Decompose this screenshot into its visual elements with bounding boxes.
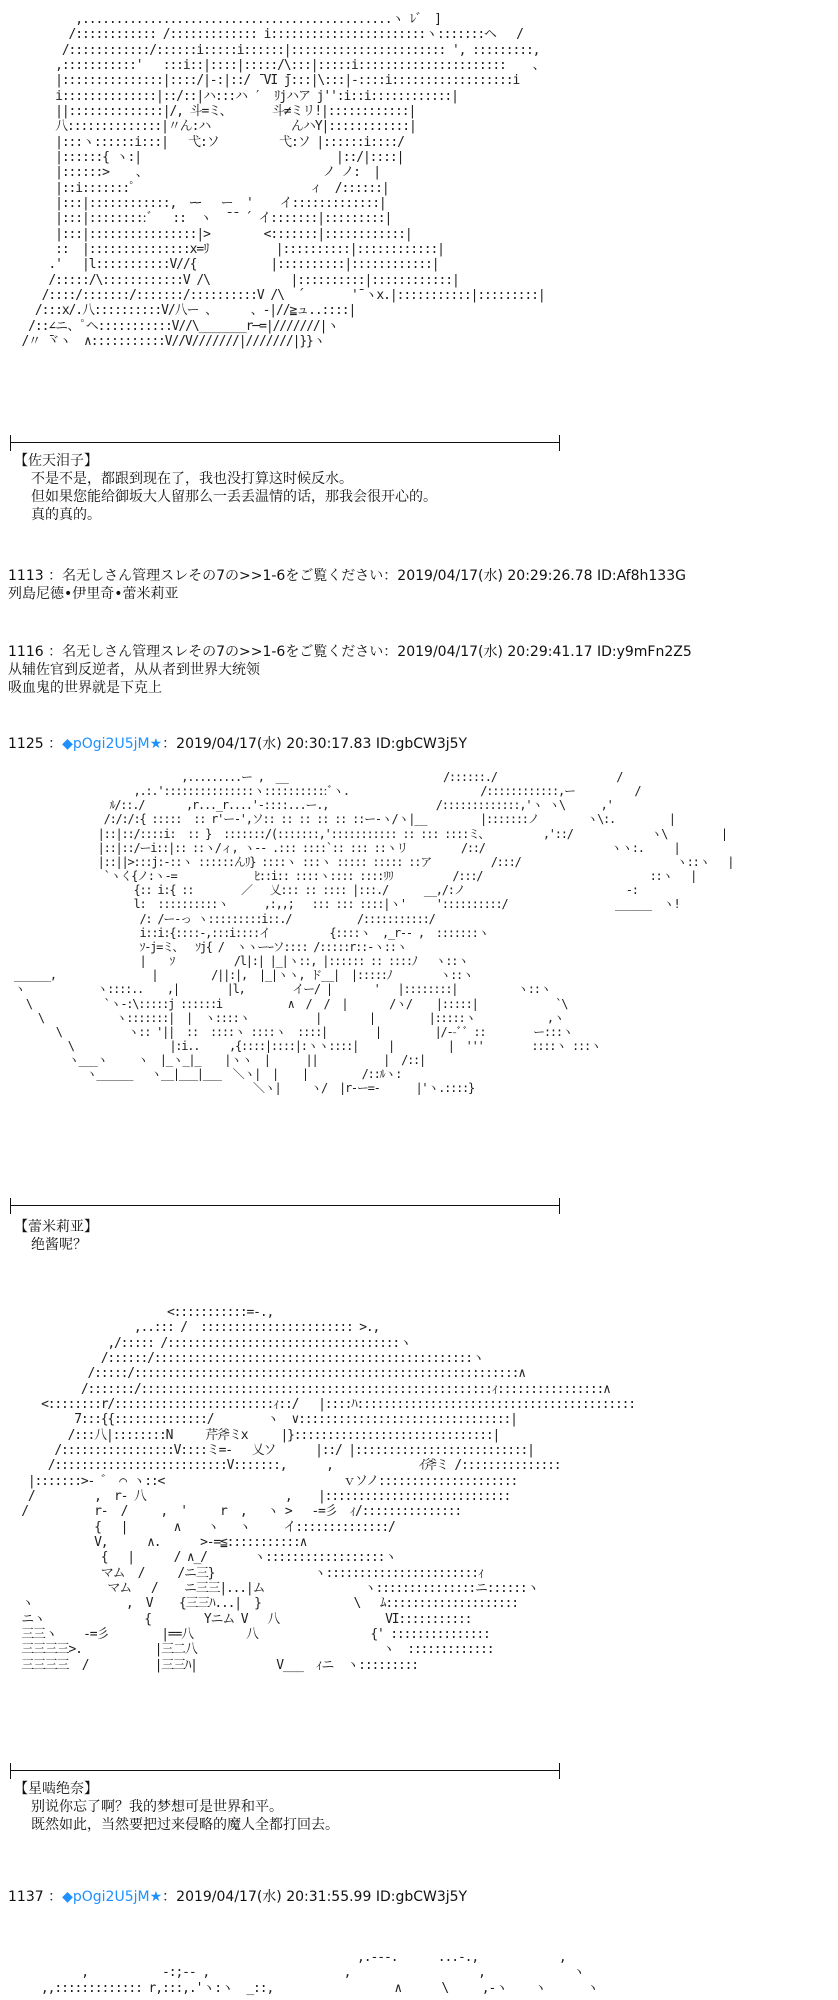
divider-line [10, 1770, 560, 1771]
post-header: 1113 ：名无しさん管理スレその7の>>1-6をご覧ください：2019/04/17(水) 20:29:26.78 ID:Af8h133G [8, 568, 686, 584]
dialog-line: 既然如此，当然要把过来侵略的魔人全都打回去。 [31, 1817, 339, 1833]
section-divider [10, 1762, 560, 1780]
dialog-line: 真的真的。 [31, 507, 101, 523]
divider-right-tick [559, 435, 560, 451]
post-header [8, 1888, 467, 1906]
diamond-icon: ◆ [62, 1889, 73, 1905]
divider-left-tick [10, 1763, 11, 1779]
post-1116 [8, 643, 692, 697]
speaker-name: 【佐天泪子】 [14, 453, 98, 469]
divider-line [10, 1205, 560, 1206]
divider-right-tick [559, 1198, 560, 1214]
divider-line [10, 442, 560, 443]
ascii-art-hoshikami-zetsuna: <:::::::::::=-., ,..::: / ::::::::::::::::::::::: >., ,/::::: /:::::::::::::::::::::::::::::::::::ヽ /::::::/::::::::::::::::::::::::::::::::::::::::::::::::ヽ /:::::/::::::::::::::::::::::::::::::::::::::::::::::::::::::::::∧ /:::::::/:::::::::::::::::::::::::::::::::::::::::::::::::::::ｨ::::::::::::::::∧ <::::::::r/::::::::::::::::::::::::ｨ::/ |::::ﾊ:::::::::::::::::::::::::::::::::::::::::: 7:::{{::::::::::::::/ ヽ ∨::::::::::::::::::::::::::::::::| /:::八|::::::::N 芹斧ミx |}::::::::::::::::::::::::::::::| /:::::::::::::::::V::::ミ=- 乂ソ |::/ |::::::::::::::::::::::::::| /::::::::::::::::::::::::::V:::::::, , ｲ斧ミ /::::::::::::::: |:::::::>- ゛ ⌒ ヽ::< ｖソノ::::::::::::::::::::: / , r- 八 , |:::::::::::::::::::::::::::: / r- / , ' r , ヽ > -=彡 ｨ/::::::::::::::: { | ∧ ヽ ヽ イ::::::::::::::/ V, ∧. >-=≦:::::::::::∧ { | / ∧_/ ヽ::::::::::::::::::ヽ マム / /ニ三} ヽ:::::::::::::::::::::::ｨ マム / ニ三三|...|ム ヽ:::::::::::::::ニ::::::ヽ ヽ , V {三三ﾊ...| } \ ﾑ:::::::::::::::::::: ニヽ { Yニム V 八 VI::::::::::: 三三ヽ -=彡 |==八 八 {' ::::::::::::::: 三三三三>. |三二八 ヽ ::::::::::::: 三三三三 / |三三ﾊ| V___ ｨニ ヽ::::::::: [21, 1305, 635, 1673]
dialog-line: 绝酱呢？ [31, 1237, 87, 1253]
post-number: 1137 ： [8, 1889, 63, 1905]
dialog-remilia [14, 1218, 98, 1254]
dialog-saten-ruiko [14, 452, 437, 524]
post-meta: ：2019/04/17(水) 20:31:55.99 ID:gbCW3j5Y [162, 1889, 468, 1905]
diamond-icon: ◆ [62, 736, 73, 752]
divider-right-tick [559, 1763, 560, 1779]
post-body-line: 从辅佐官到反逆者，从从者到世界大统领 [8, 662, 260, 678]
dialog-hoshikami-zetsuna [14, 1780, 339, 1834]
post-1113 [8, 567, 686, 603]
post-1137 [8, 1888, 467, 1906]
post-body: 列島尼德•伊里奇•蕾米莉亚 [8, 586, 179, 602]
post-body-line: 吸血鬼的世界就是下克上 [8, 680, 162, 696]
post-meta: ：2019/04/17(水) 20:30:17.83 ID:gbCW3j5Y [162, 736, 468, 752]
divider-left-tick [10, 1198, 11, 1214]
post-header [8, 735, 467, 753]
star-icon: ★ [149, 1889, 163, 1905]
post-number: 1125 ： [8, 736, 63, 752]
poster-trip-link[interactable]: pOgi2U5jM [72, 1889, 150, 1905]
ascii-art-partial: ,.---. ...-., , , -:;-- , , , ヽ ,,::::::::::::: r,:::,.'ヽ:ヽ _::, ∧ \ ,-ヽ ヽ ヽ [40, 1950, 599, 1996]
star-icon: ★ [149, 736, 163, 752]
dialog-line: 别说你忘了啊？我的梦想可是世界和平。 [31, 1799, 283, 1815]
poster-trip-link[interactable]: pOgi2U5jM [72, 736, 150, 752]
section-divider [10, 434, 560, 452]
ascii-art-saten-ruiko: ,..............................................ヽ ﾚ゛ ] /:::::::::::: /::::::::::::: i:::::::::::::::::::::::ヽ:::::::ヘ / /::::::::::::/::::::i:::::i::::::|::::::::::::::::::::::: ', :::::::::, ,:::::::::::' :::i::|::::|:::::/\:::|:::::i:::::::::::::::::::::: 、 |:::::::::::::::|::::/|-:|::/ ̄ VI ̄j:::|\:::|-::::i::::::::::::::::::i i::::::::::::::|::/::|ハ:::ハ ′ ﾘjハア j'':i::i::::::::::::| ||::::::::::::::|/, 斗=ミ、 斗≠ミリ!|::::::::::::| 八::::::::::::::|〃ん:ハ んハY|::::::::::::| |:::ヽ::::::i:::| 弋:ソ 弋:ソ |::::::i::::/ |::::::{ ヽ:| |::/|::::| |::::::> 、 ノ ノ: | |::i:::::::ﾟ ィ /::::::| |:::|::::::::::::, ｰｰ ー ' イ:::::::::::::| |:::|:::::::::ﾞ :: ヽ ̄ ̄ ´ イ:::::::|:::::::::| |:::|::::::::::::::::|> <:::::::|::::::::::::| :: |:::::::::::::::x=ﾘ |::::::::::|::::::::::::| .' |l:::::::::::V//{ |::::::::::|::::::::::::| /:::::/\::::::::::::V /\ |::::::::::|::::::::::::| /::::/:::::::/:::::::/::::::::::V /\ ´ '¯ヽx.|:::::::::::|:::::::::| /:::x/.八::::::::::V/八ー 、 、-|//≧ュ..::::| /::∠ニ、ﾟヘ:::::::::::V//\_______r─=|///////|ヽ /〃 ̄ヾヽ ∧:::::::::::V//V///////|///////|}}ヽ [21, 12, 545, 349]
section-divider [10, 1197, 560, 1215]
speaker-name: 【星啮绝奈】 [14, 1781, 98, 1797]
ascii-art-remilia: ,.........ー , __ /::::::./ / ,.:.':::::::::::::::ヽ:::::::::::ﾞヽ. /::::::::::::,ー / ﾙ/::./ ,r..._r....'-::::...ー., /:::::::::::::,'ヽ ヽ\ ,' /:/:/:{ ::::: :: r'ー-',ソ:: :: :: :: :: ::ー-ヽ/ヽ|__ |:::::::ノ ヽ\:. | |::|::/::::i: :: } :::::::/(:::::::,'::::::::::: :: ::: ::::ミ、 ,'::/ ヽ\ | |::|::/ーi::|:: ::ヽ/ィ, ヽ-- .::: ::::`:: ::: ::ヽリ /::/ ヽヽ:. | |::||>:::j:-::ヽ ::::::んﾘ} ::::ヽ :::ヽ ::::: ::::: ::ア /:::/ ヽ::ヽ | `ヽく{ノ:ヽ-= ﾋ::i:: ::::ヽ:::: ::::ﾘﾘ /:::/ ::ヽ | {:: i:{ :: ／ 乂::: :: :::: |:::./ __,/:ノ -: l: ::::::::::ヽ ,:,,; ::: ::: ::::|ヽ' '::::::::::/ ______ ヽ! /: /ー-っ ヽ:::::::::i::./ /:::::::::::/ i::i:{::::-,:::i::::イ {::::ヽ ,_r-- , :::::::ヽ ｿ-j=ミ、 ｿj{ / ヽヽーｰソ:::: /:::::r::-ヽ::ヽ | ｿ /l|:| |_|ヽ::, |:::::: :: ::::ﾉ ヽ::ヽ ______, | /||:|, |_|ヽヽ, ド__| |:::::ﾉ ヽ::ヽ ヽ ヽ::::.. ,| |l, イー/ | ' |::::::::| ヽ::ヽ \ `ヽ-:\:::::j ::::::i ∧ / / | /ヽ/ |:::::| `\ \ ヽ:::::::| | ヽ::::ヽ | | |:::::ヽ ,ヽ \ ヽ:: '|| :: ::::ヽ ::::ヽ ::::| | |/--ﾞﾞ :: ー:::ヽ \ |:i.. ,{::::|::::|:ヽヽ::::| | | ''' ::::ヽ :::ヽ ヽ___ヽ ヽ |_ヽ_|_ |ヽヽ | || | /::| ヽ______ ヽ__|___|___ ＼ヽ| | | /::ﾙヽ: ＼ヽ| ヽ/ |r-ー=- |'ヽ.::::} [13, 770, 734, 1096]
speaker-name: 【蕾米莉亚】 [14, 1219, 98, 1235]
post-header: 1116 ：名无しさん管理スレその7の>>1-6をご覧ください：2019/04/17(水) 20:29:41.17 ID:y9mFn2Z5 [8, 644, 692, 660]
divider-left-tick [10, 435, 11, 451]
dialog-line: 不是不是，都跟到现在了，我也没打算这时候反水。 [31, 471, 353, 487]
post-1125 [8, 735, 467, 753]
dialog-line: 但如果您能给御坂大人留那么一丢丢温情的话，那我会很开心的。 [31, 489, 437, 505]
